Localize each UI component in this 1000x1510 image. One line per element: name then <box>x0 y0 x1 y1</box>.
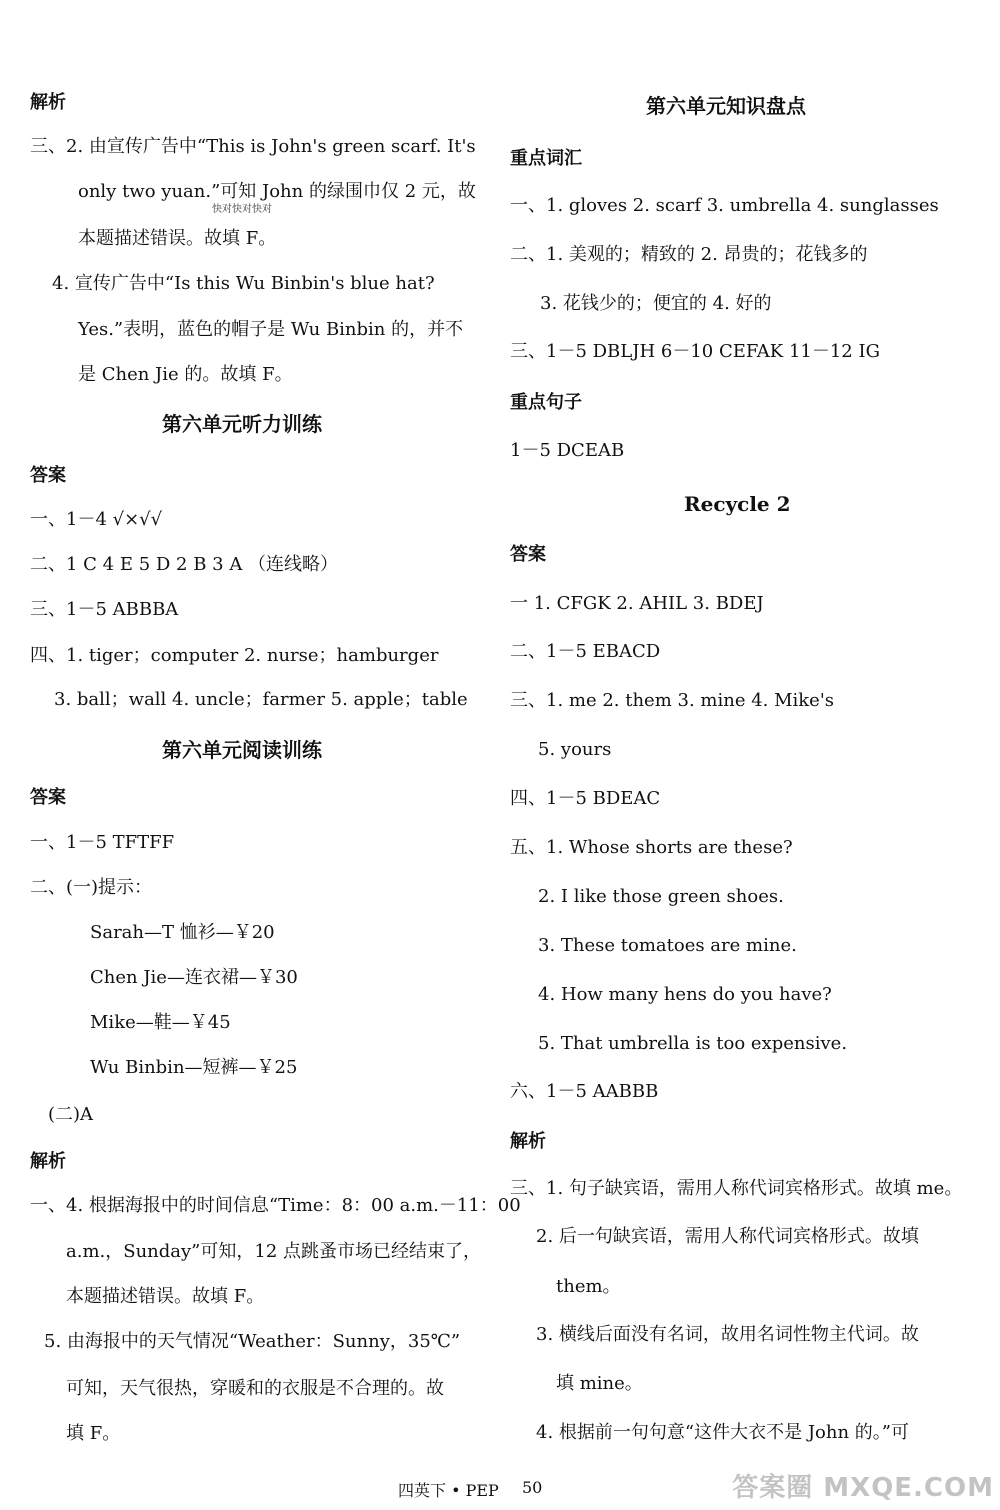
listening-answer-line: 二、1 C 4 E 5 D 2 B 3 A （连线略） <box>30 554 339 575</box>
vocab-line: 3. 花钱少的；便宜的 4. 好的 <box>540 293 772 314</box>
left-analysis2-line: 5. 由海报中的天气情况“Weather：Sunny，35℃” <box>44 1331 461 1352</box>
reading-answer-line: Sarah—T 恤衫—￥20 <box>90 922 275 943</box>
recycle-answer-line: 5. yours <box>538 739 612 760</box>
recycle-analysis-line: them。 <box>556 1276 621 1297</box>
reading-answer-line: Chen Jie—连衣裙—￥30 <box>90 967 298 988</box>
recycle-answer-line: 5. That umbrella is too expensive. <box>538 1033 848 1054</box>
sentence-heading: 重点句子 <box>510 392 582 413</box>
left-analysis-heading: 解析 <box>30 92 66 113</box>
knowledge-title: 第六单元知识盘点 <box>646 94 806 118</box>
left-analysis2-heading: 解析 <box>30 1151 66 1172</box>
recycle-analysis-line: 填 mine。 <box>556 1373 643 1394</box>
recycle-answer-line: 4. How many hens do you have? <box>538 984 832 1005</box>
reading-answer-line: Wu Binbin—短裤—￥25 <box>90 1057 298 1078</box>
listening-answer-heading: 答案 <box>30 465 66 486</box>
left-analysis-line: 三、2. 由宣传广告中“This is John's green scarf. It's <box>30 136 476 157</box>
recycle-answer-line: 二、1－5 EBACD <box>510 641 661 662</box>
recycle-answer-line: 2. I like those green shoes. <box>538 886 784 907</box>
left-analysis2-line: 可知，天气很热，穿暖和的衣服是不合理的。故 <box>66 1378 444 1399</box>
footer-book-label: 四英下 • PEP <box>398 1481 499 1500</box>
recycle-analysis-line: 2. 后一句缺宾语，需用人称代词宾格形式。故填 <box>536 1226 919 1247</box>
recycle-analysis-heading: 解析 <box>510 1131 546 1152</box>
left-analysis2-line: a.m.，Sunday”可知，12 点跳蚤市场已经结束了， <box>66 1241 482 1262</box>
recycle-analysis-line: 4. 根据前一句句意“这件大衣不是 John 的。”可 <box>536 1422 909 1443</box>
reading-title: 第六单元阅读训练 <box>162 738 322 762</box>
listening-answer-line: 3. ball；wall 4. uncle；farmer 5. apple；table <box>54 689 468 710</box>
left-analysis-line: 是 Chen Jie 的。故填 F。 <box>78 364 293 385</box>
recycle-answer-heading: 答案 <box>510 544 546 565</box>
vocab-line: 二、1. 美观的；精致的 2. 昂贵的；花钱多的 <box>510 244 868 265</box>
vocab-heading: 重点词汇 <box>510 148 582 169</box>
left-analysis-line: only two yuan.”可知 John 的绿围巾仅 2 元，故 <box>78 181 476 202</box>
reading-answer-line: 一、1－5 TFTFF <box>30 832 175 853</box>
left-analysis2-line: 一、4. 根据海报中的时间信息“Time：8：00 a.m.－11：00 <box>30 1195 521 1216</box>
recycle-answer-line: 六、1－5 AABBB <box>510 1081 659 1102</box>
handwritten-note: 快对快对快对 <box>212 204 272 215</box>
footer-page-number: 50 <box>522 1478 543 1497</box>
reading-answer-line: 二、(一)提示： <box>30 877 153 898</box>
recycle-answer-line: 3. These tomatoes are mine. <box>538 935 797 956</box>
left-analysis-line: 4. 宣传广告中“Is this Wu Binbin's blue hat? <box>52 273 435 294</box>
left-analysis2-line: 本题描述错误。故填 F。 <box>66 1286 265 1307</box>
vocab-line: 一、1. gloves 2. scarf 3. umbrella 4. sunglasses <box>510 195 939 216</box>
watermark-logo: 答案圈 MXQE.COM <box>732 1473 994 1503</box>
vocab-line: 三、1－5 DBLJH 6－10 CEFAK 11－12 IG <box>510 341 880 362</box>
listening-answer-line: 一、1－4 √×√√ <box>30 509 163 530</box>
recycle-title: Recycle 2 <box>684 492 791 516</box>
left-analysis-line: Yes.”表明，蓝色的帽子是 Wu Binbin 的，并不 <box>78 319 464 340</box>
listening-answer-line: 四、1. tiger；computer 2. nurse；hamburger <box>30 645 439 666</box>
reading-answer-line: Mike—鞋—￥45 <box>90 1012 231 1033</box>
listening-answer-line: 三、1－5 ABBBA <box>30 599 179 620</box>
listening-title: 第六单元听力训练 <box>162 412 322 436</box>
recycle-answer-line: 三、1. me 2. them 3. mine 4. Mike's <box>510 690 835 711</box>
recycle-analysis-line: 三、1. 句子缺宾语，需用人称代词宾格形式。故填 me。 <box>510 1178 963 1199</box>
recycle-analysis-line: 3. 横线后面没有名词，故用名词性物主代词。故 <box>536 1324 919 1345</box>
recycle-answer-line: 五、1. Whose shorts are these? <box>510 837 793 858</box>
sentence-line: 1－5 DCEAB <box>510 440 625 461</box>
left-analysis-line: 本题描述错误。故填 F。 <box>78 228 277 249</box>
left-analysis2-line: 填 F。 <box>66 1423 121 1444</box>
reading-answer-line: (二)A <box>48 1104 94 1125</box>
reading-answer-heading: 答案 <box>30 787 66 808</box>
recycle-answer-line: 一 1. CFGK 2. AHIL 3. BDEJ <box>510 593 764 614</box>
recycle-answer-line: 四、1－5 BDEAC <box>510 788 661 809</box>
